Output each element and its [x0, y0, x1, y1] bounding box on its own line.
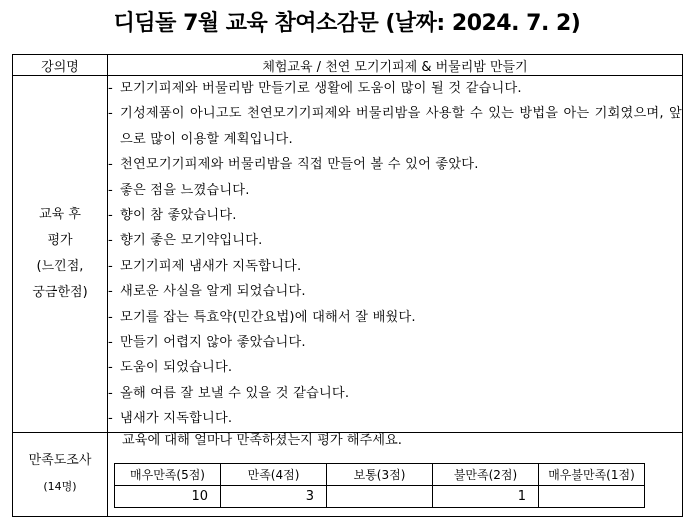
evaluation-table — [12, 54, 683, 517]
evaluation-label-line1: 교육 후 — [39, 206, 81, 222]
value-neutral — [327, 485, 433, 507]
column-header: 매우불만족(1점) — [539, 463, 645, 485]
evaluation-label-line3: (느낀점, — [36, 258, 84, 274]
column-header: 매우만족(5점) — [115, 463, 221, 485]
satisfaction-label — [13, 432, 108, 516]
satisfaction-row — [13, 432, 683, 516]
column-header: 보통(3점) — [327, 463, 433, 485]
evaluation-label — [13, 76, 108, 433]
value-dissatisfied: 1 — [433, 485, 539, 507]
lecture-name-label: 강의명 — [13, 55, 108, 76]
value-very-dissatisfied — [539, 485, 645, 507]
feedback-item: - 천연모기기피제와 버물리밤을 직접 만들어 볼 수 있어 좋았다. — [108, 152, 682, 177]
header-row — [13, 55, 683, 76]
feedback-item: - 모기를 잡는 특효약(민간요법)에 대해서 잘 배웠다. — [108, 305, 682, 330]
page-title: 디딤돌 7월 교육 참여소감문 (날짜: 2024. 7. 2) — [113, 11, 581, 36]
column-header: 불만족(2점) — [433, 463, 539, 485]
feedback-item: - 향기 좋은 모기약입니다. — [108, 228, 682, 253]
feedback-item: - 향이 참 좋았습니다. — [108, 203, 682, 228]
feedback-list — [108, 76, 683, 433]
value-satisfied: 3 — [221, 485, 327, 507]
satisfaction-label-text: 만족도조사 — [28, 453, 92, 469]
feedback-item: - 좋은 점을 느꼈습니다. — [108, 178, 682, 203]
satisfaction-content — [108, 432, 683, 516]
feedback-item: - 새로운 사실을 알게 되었습니다. — [108, 279, 682, 304]
feedback-item: - 올해 여름 잘 보낼 수 있을 것 같습니다. — [108, 381, 682, 406]
respondent-count: (14명) — [43, 480, 77, 494]
feedback-item: - 만들기 어렵지 않아 좋았습니다. — [108, 330, 682, 355]
column-header: 만족(4점) — [221, 463, 327, 485]
feedback-item: - 모기기피제와 버물리밤 만들기로 생활에 도움이 많이 될 것 같습니다. — [108, 76, 682, 101]
feedback-item: - 모기기피제 냄새가 지독합니다. — [108, 254, 682, 279]
evaluation-row — [13, 76, 683, 433]
lecture-name-value: 체험교육 / 천연 모기기피제 & 버물리밤 만들기 — [108, 55, 683, 76]
feedback-item: - 냄새가 지독합니다. — [108, 406, 682, 431]
feedback-item: - 기성제품이 아니고도 천연모기기피제와 버물리밤을 사용할 수 있는 방법을 아는 기회였으며, 앞으로 많이 이용할 계획입니다. — [108, 101, 682, 152]
evaluation-label-line2: 평가 — [47, 232, 73, 248]
satisfaction-table — [114, 463, 645, 508]
value-very-satisfied: 10 — [115, 485, 221, 507]
feedback-item: - 도움이 되었습니다. — [108, 355, 682, 380]
evaluation-label-line4: 궁금한점) — [32, 284, 88, 300]
satisfaction-question: 교육에 대해 얼마나 만족하셨는지 평가 해주세요. — [122, 432, 402, 448]
satisfaction-header-row — [115, 463, 645, 485]
satisfaction-values-row — [115, 485, 645, 507]
